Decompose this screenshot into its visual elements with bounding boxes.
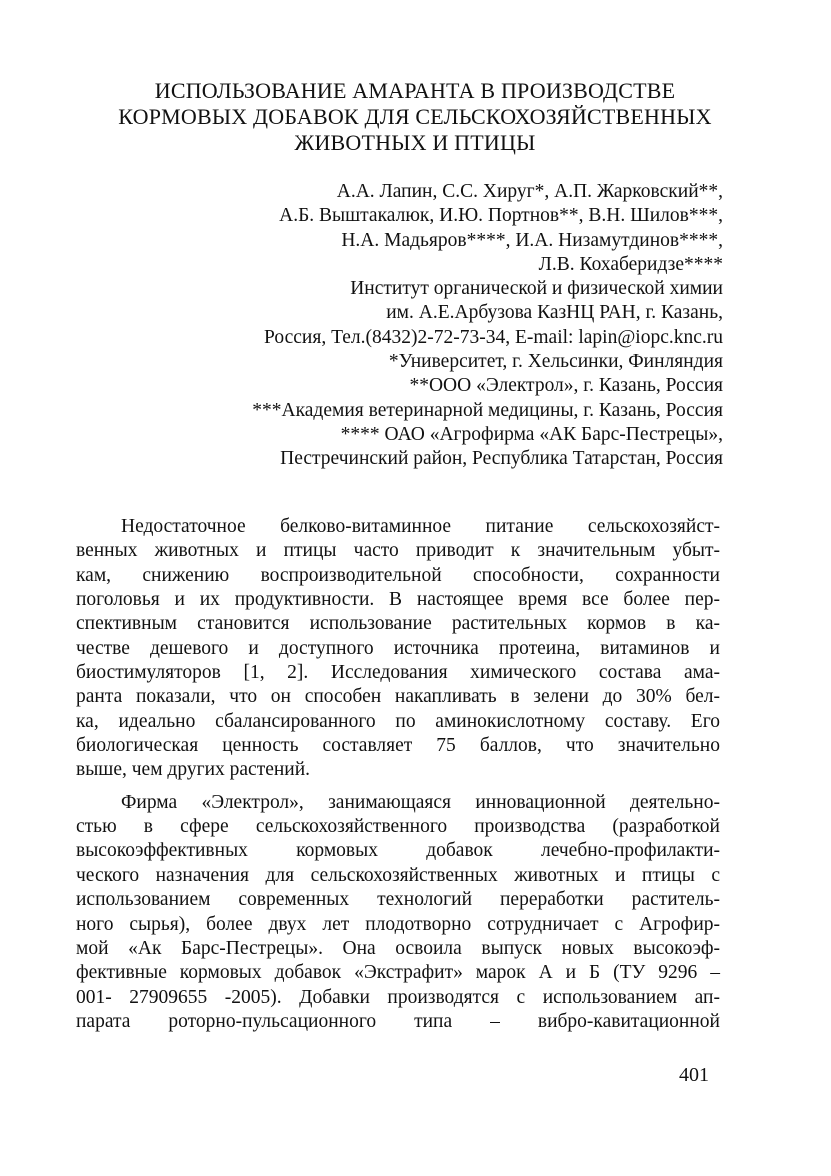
text-line: 001- 27909655 -2005). Добавки производятся с использованием ап- <box>76 986 720 1008</box>
authors-line: А.А. Лапин, С.С. Хируг*, А.П. Жарковский**, <box>336 181 723 202</box>
text-line: ческого назначения для сельскохозяйственных животных и птицы с <box>76 864 720 886</box>
text-line: стью в сфере сельскохозяйственного производства (разработкой <box>76 816 720 838</box>
body-text <box>76 515 720 1034</box>
text-line: Фирма «Электрол», занимающаяся инновационной деятельно- <box>121 791 720 813</box>
text-line: фективные кормовых добавок «Экстрафит» марок А и Б (ТУ 9296 – <box>76 962 720 984</box>
text-line: биостимуляторов [1, 2]. Исследования химического состава ама- <box>76 662 720 684</box>
text-line: поголовья и их продуктивности. В настоящее время все более пер- <box>76 589 720 611</box>
affiliation-line: **** ОАО «Агрофирма «АК Барс-Пестрецы», <box>340 423 723 445</box>
title-line: ЖИВОТНЫХ И ПТИЦЫ <box>294 130 536 155</box>
text-line: парата роторно-пульсационного типа – вибро-кавитационной <box>76 1010 720 1032</box>
text-line: ка, идеально сбалансированного по аминокислотному составу. Его <box>76 710 720 732</box>
text-line: выше, чем других растений. <box>76 759 311 781</box>
text-line: использованием современных технологий переработки раститель- <box>76 889 720 911</box>
authors-line: Н.А. Мадьяров****, И.А. Низамутдинов****, <box>341 229 723 251</box>
title-line: КОРМОВЫХ ДОБАВОК ДЛЯ СЕЛЬСКОХОЗЯЙСТВЕННЫХ <box>118 104 712 129</box>
text-line: венных животных и птицы часто приводит к значительным убыт- <box>76 540 720 562</box>
affiliation-line: *Университет, г. Хельсинки, Финляндия <box>388 351 723 373</box>
paragraph-gap <box>76 783 720 791</box>
paper-title <box>80 78 750 156</box>
affiliation-line: ***Академия ветеринарной медицины, г. Казань, Россия <box>252 399 723 421</box>
text-line: ного сырья), более двух лет плодотворно сотрудничает с Агрофир- <box>76 913 720 935</box>
affiliation-line: им. А.Е.Арбузова КазНЦ РАН, г. Казань, <box>386 302 723 324</box>
text-line: Недостаточное белково-витаминное питание сельскохозяйст- <box>121 516 720 537</box>
text-line: честве дешевого и доступного источника протеина, витаминов и <box>76 637 720 659</box>
affiliation-line: **ООО «Электрол», г. Казань, Россия <box>409 375 723 397</box>
affiliation-line: Россия, Тел.(8432)2-72-73-34, E-mail: lapin@iopc.knc.ru <box>264 326 723 348</box>
authors-line: А.Б. Выштакалюк, И.Ю. Портнов**, В.Н. Шилов***, <box>279 205 723 227</box>
authors-affiliations <box>252 180 723 472</box>
affiliation-line: Институт органической и физической химии <box>350 278 723 300</box>
text-line: кам, снижению воспроизводительной способности, сохранности <box>76 564 720 586</box>
text-line: высокоэффективных кормовых добавок лечебно-профилакти- <box>76 840 720 862</box>
text-line: биологическая ценность составляет 75 баллов, что значительно <box>76 735 720 757</box>
affiliation-line: Пестречинский район, Республика Татарстан, Россия <box>280 448 723 470</box>
text-line: ранта показали, что он способен накапливать в зелени до 30% бел- <box>76 686 720 708</box>
page-number: 401 <box>679 1064 709 1086</box>
text-line: спективным становится использование растительных кормов в ка- <box>76 613 720 635</box>
title-line: ИСПОЛЬЗОВАНИЕ АМАРАНТА В ПРОИЗВОДСТВЕ <box>154 78 676 103</box>
authors-line: Л.В. Кохаберидзе**** <box>538 253 723 275</box>
text-line: мой «Ак Барс-Пестрецы». Она освоила выпуск новых высокоэф- <box>76 937 720 959</box>
paragraph-2 <box>76 791 720 1034</box>
paragraph-1 <box>76 515 720 783</box>
